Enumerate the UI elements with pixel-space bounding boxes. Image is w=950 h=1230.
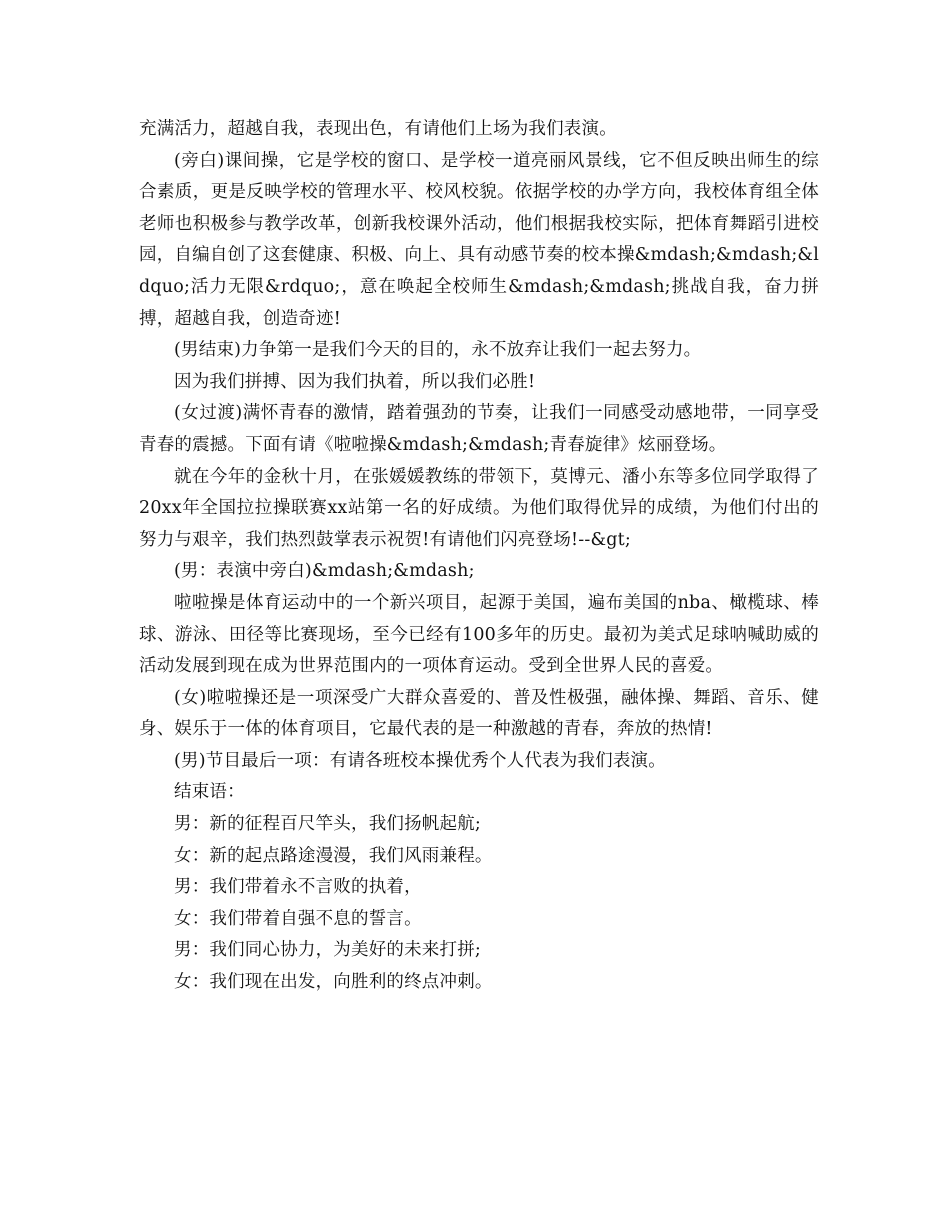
paragraph-8: 啦啦操是体育运动中的一个新兴项目，起源于美国，遍布美国的nba、橄榄球、棒球、游泳、田径等比赛现场，至今已经有100多年的历史。最初为美式足球呐喊助威的活动发展到现在成为世界范围内的一项体育运动。受到全世界人民的喜爱。	[139, 592, 819, 677]
document-body	[139, 114, 819, 999]
paragraph-4: 因为我们拼搏、因为我们执着，所以我们必胜!	[174, 371, 536, 392]
paragraph-10: (男)节目最后一项：有请各班校本操优秀个人代表为我们表演。	[174, 750, 666, 771]
paragraph-12: 男：新的征程百尺竿头，我们扬帆起航;	[174, 814, 481, 835]
paragraph-11: 结束语：	[174, 782, 245, 803]
paragraph-15: 女：我们带着自强不息的誓言。	[174, 908, 422, 929]
paragraph-9: (女)啦啦操还是一项深受广大群众喜爱的、普及性极强，融体操、舞蹈、音乐、健身、娱乐于一体的体育项目，它最代表的是一种激越的青春，奔放的热情!	[139, 687, 819, 740]
paragraph-7: (男：表演中旁白)&mdash;&mdash;	[174, 561, 475, 582]
paragraph-14: 男：我们带着永不言败的执着，	[174, 877, 422, 898]
paragraph-3: (男结束)力争第一是我们今天的目的，永不放弃让我们一起去努力。	[174, 340, 702, 361]
paragraph-1: 充满活力，超越自我，表现出色，有请他们上场为我们表演。	[139, 119, 617, 139]
paragraph-6: 就在今年的金秋十月，在张媛媛教练的带领下，莫博元、潘小东等多位同学取得了20xx年全国拉拉操联赛xx站第一名的好成绩。为他们取得优异的成绩，为他们付出的努力与艰辛，我们热烈鼓掌表示祝贺!有请他们闪亮登场!--&gt;	[139, 466, 819, 550]
paragraph-17: 女：我们现在出发，向胜利的终点冲刺。	[174, 972, 493, 993]
paragraph-5: (女过渡)满怀青春的激情，踏着强劲的节奏，让我们一同感受动感地带，一同享受青春的震撼。下面有请《啦啦操&mdash;&mdash;青春旋律》炫丽登场。	[139, 403, 819, 455]
paragraph-13: 女：新的起点路途漫漫，我们风雨兼程。	[174, 845, 493, 866]
paragraph-16: 男：我们同心协力，为美好的未来打拼;	[174, 940, 481, 961]
paragraph-2: (旁白)课间操，它是学校的窗口、是学校一道亮丽风景线，它不但反映出师生的综合素质，更是反映学校的管理水平、校风校貌。依据学校的办学方向，我校体育组全体老师也积极参与教学改革，创新我校课外活动，他们根据我校实际，把体育舞蹈引进校园，自编自创了这套健康、积极、向上、具有动感节奏的校本操&mdash;&mdash;&ldquo;活力无限&rdquo;，意在唤起全校师生&mdash;&mdash;挑战自我，奋力拼搏，超越自我，创造奇迹!	[139, 150, 819, 329]
